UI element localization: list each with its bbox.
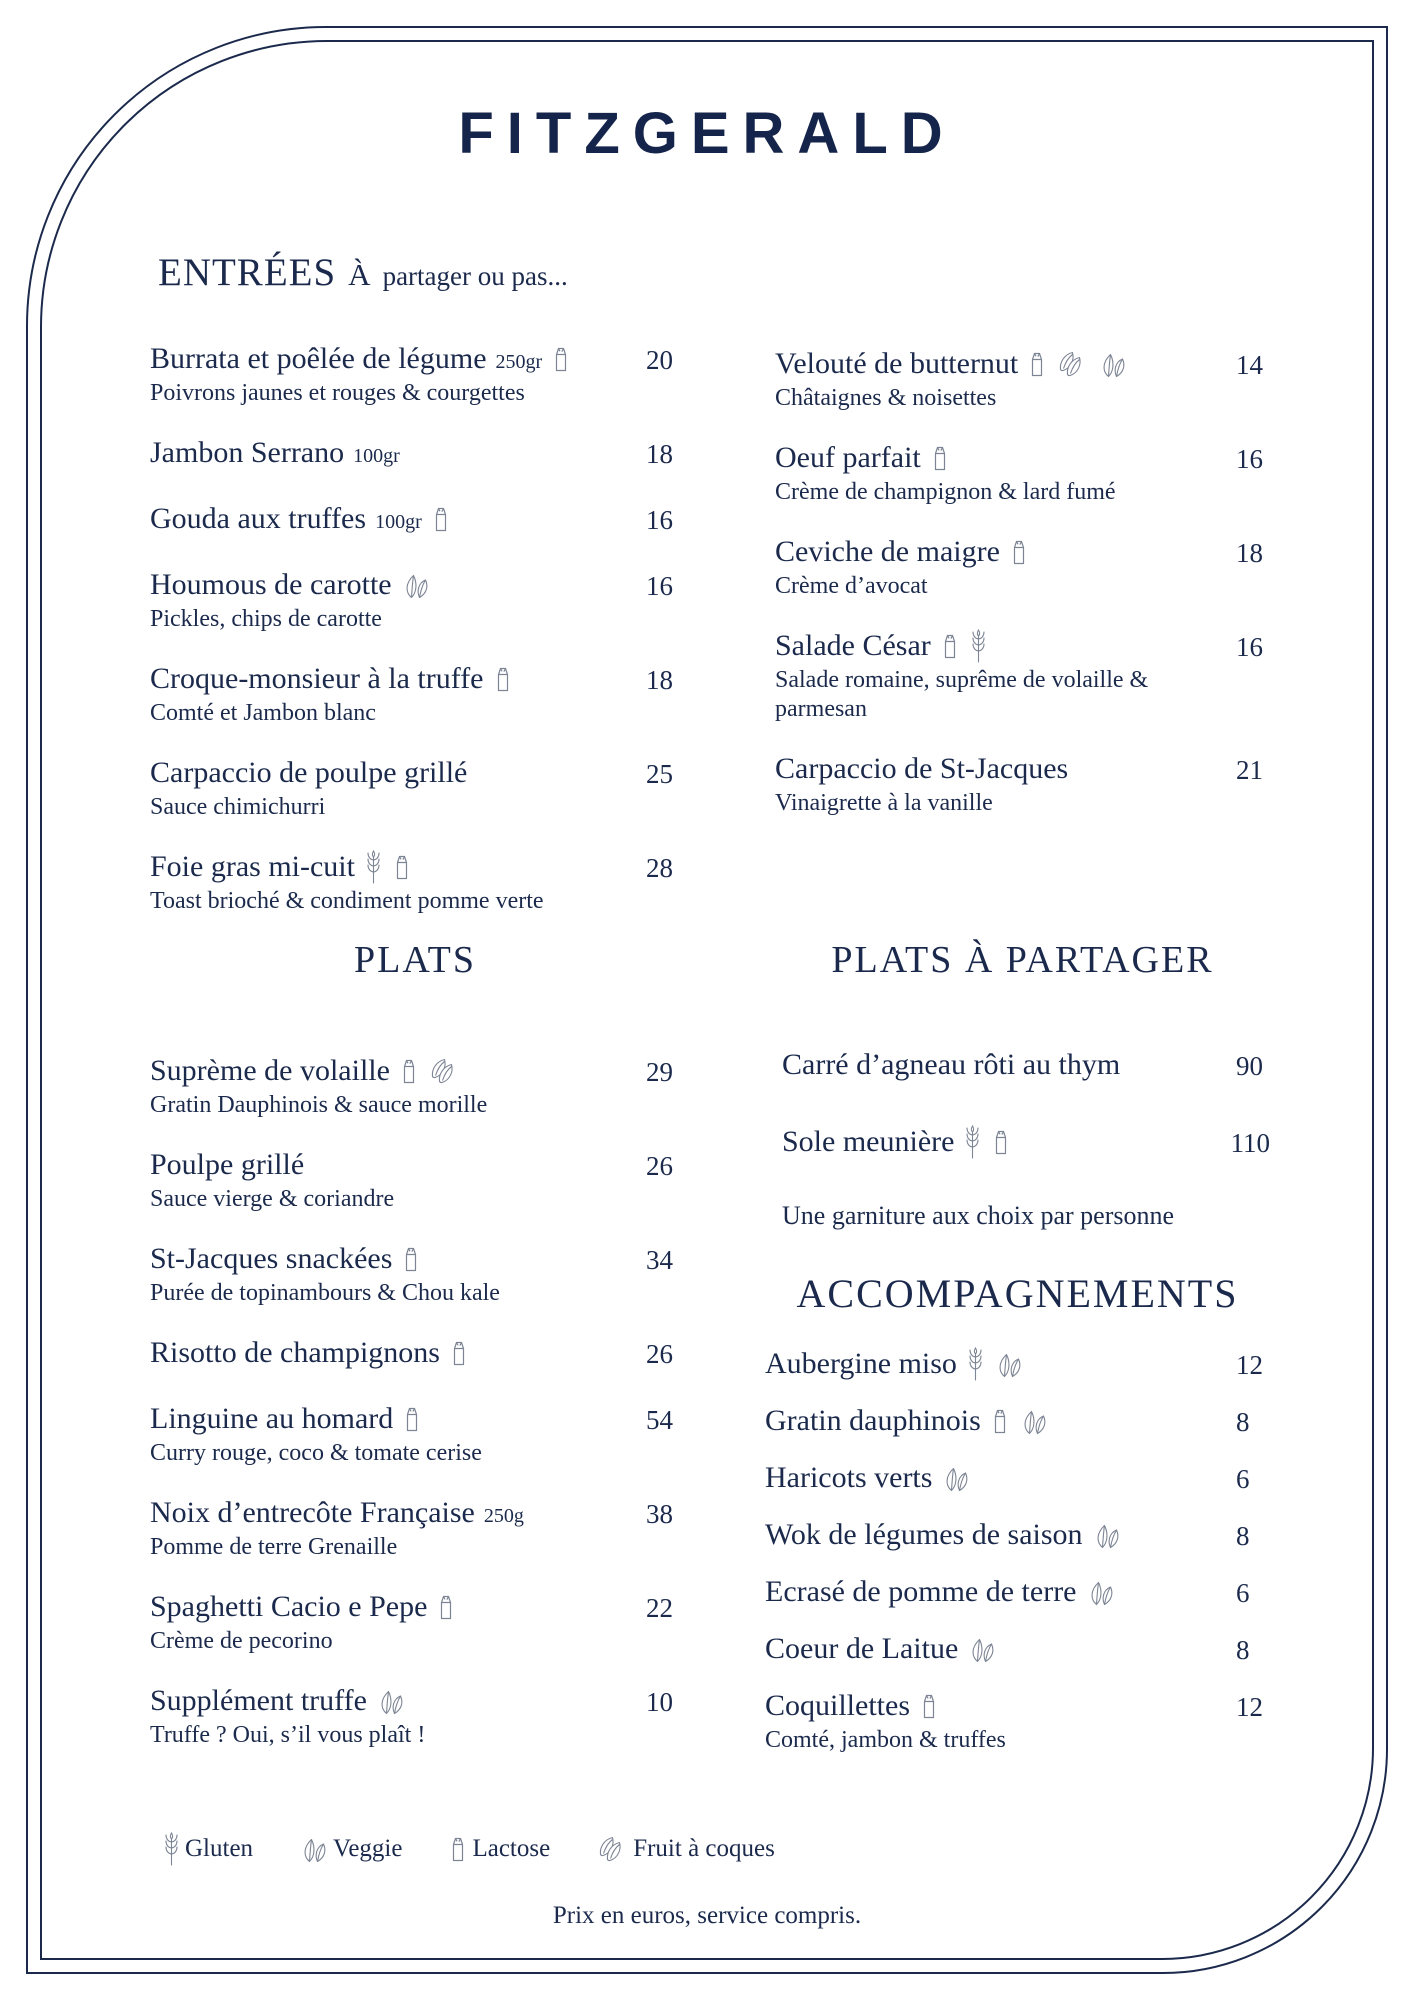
item-price: 10 — [646, 1687, 673, 1717]
item-description: Sauce chimichurri — [150, 794, 326, 820]
item-price: 20 — [646, 345, 673, 375]
menu-item — [775, 627, 1270, 724]
menu-item-line — [150, 1146, 636, 1184]
item-name: Wok de légumes de saison — [765, 1518, 1083, 1551]
allergen-legend — [162, 1832, 775, 1866]
item-price: 16 — [1236, 444, 1263, 474]
item-price: 110 — [1230, 1128, 1270, 1158]
menu-item-line — [150, 1682, 636, 1720]
item-price: 26 — [646, 1339, 673, 1369]
menu-item-line — [765, 1402, 1226, 1440]
menu-item-text — [775, 750, 1226, 818]
menu-item-text — [765, 1459, 1226, 1497]
item-price: 18 — [646, 439, 673, 469]
item-price: 8 — [1236, 1635, 1250, 1665]
menu-item-text — [150, 660, 636, 728]
menu-item-text — [150, 340, 636, 408]
menu-item — [150, 1334, 680, 1374]
item-description: Poivrons jaunes et rouges & courgettes — [150, 380, 525, 406]
menu-item — [782, 1123, 1270, 1163]
menu-item-line — [150, 340, 636, 378]
menu-item-line — [775, 627, 1226, 665]
item-description: Sauce vierge & coriandre — [150, 1186, 395, 1212]
item-name: Gouda aux truffes — [150, 502, 367, 535]
footer-note: Prix en euros, service compris. — [552, 1902, 862, 1929]
menu-item — [765, 1630, 1270, 1670]
menu-item-text — [765, 1630, 1226, 1668]
menu-item-line — [150, 660, 636, 698]
menu-item-line — [150, 434, 636, 472]
entrees-right-column — [775, 345, 1270, 844]
menu-item-text — [150, 1052, 636, 1120]
menu-item-text — [150, 1588, 636, 1656]
menu-item-line — [775, 439, 1226, 477]
menu-item-text — [765, 1402, 1226, 1440]
menu-item-line — [150, 848, 636, 886]
item-name: Spaghetti Cacio e Pepe — [150, 1590, 428, 1623]
item-description: Crème de pecorino — [150, 1628, 333, 1654]
menu-item — [775, 750, 1270, 818]
menu-item-line — [765, 1573, 1226, 1611]
menu-item — [150, 434, 680, 474]
lactose-icon — [392, 852, 412, 882]
item-name: Velouté de butternut — [775, 347, 1019, 380]
veggie-icon — [1092, 1522, 1122, 1549]
item-name: Aubergine miso — [765, 1347, 957, 1380]
item-name: Foie gras mi-cuit — [150, 850, 355, 883]
lactose-icon — [919, 1691, 939, 1721]
menu-item-text — [150, 1146, 636, 1214]
menu-item — [150, 1240, 680, 1308]
veggie-icon — [376, 1688, 406, 1715]
item-quantity: 100gr — [375, 511, 422, 533]
lactose-icon — [436, 1592, 456, 1622]
item-description: Purée de topinambours & Chou kale — [150, 1280, 500, 1306]
item-description: Crème de champignon & lard fumé — [775, 479, 1116, 505]
legend-label: Veggie — [333, 1835, 403, 1862]
menu-item — [150, 1682, 680, 1750]
item-description: Pickles, chips de carotte — [150, 606, 382, 632]
item-price: 21 — [1236, 755, 1263, 785]
item-name: St-Jacques snackées — [150, 1242, 393, 1275]
menu-item-line — [775, 750, 1226, 788]
menu-item — [150, 1146, 680, 1214]
menu-item — [150, 1494, 680, 1562]
menu-item-text — [765, 1687, 1226, 1755]
menu-item-line — [150, 1588, 636, 1626]
menu-item — [765, 1345, 1270, 1385]
item-name: Suprème de volaille — [150, 1054, 390, 1087]
menu-item-line — [150, 1240, 636, 1278]
lactose-icon — [449, 1338, 469, 1368]
legend-entry — [162, 1832, 253, 1866]
menu-item-line — [765, 1459, 1226, 1497]
item-price: 28 — [646, 853, 673, 883]
item-name: Jambon Serrano — [150, 436, 345, 469]
legend-label: Lactose — [472, 1835, 551, 1862]
menu-item — [765, 1516, 1270, 1556]
menu-item — [150, 340, 680, 408]
section-heading-accompagnements: ACCOMPAGNEMENTS — [796, 1271, 1239, 1316]
menu-item-line — [765, 1687, 1226, 1725]
menu-item — [150, 660, 680, 728]
lactose-icon — [551, 344, 571, 374]
entrees-subtitle-prefix: À — [348, 257, 371, 292]
nuts-icon — [596, 1835, 629, 1864]
veggie-icon — [994, 1351, 1024, 1378]
menu-item — [765, 1573, 1270, 1613]
item-price: 8 — [1236, 1521, 1250, 1551]
item-name: Supplément truffe — [150, 1684, 367, 1717]
item-description: Toast brioché & condiment pomme verte — [150, 888, 544, 914]
menu-item — [775, 439, 1270, 507]
nuts-icon — [1056, 350, 1089, 379]
menu-item-text — [775, 627, 1226, 724]
item-description: Comté, jambon & truffes — [765, 1727, 1006, 1753]
lactose-icon — [940, 631, 960, 661]
item-name: Oeuf parfait — [775, 441, 921, 474]
veggie-icon — [401, 572, 431, 599]
item-name: Salade César — [775, 629, 931, 662]
menu-item-line — [782, 1046, 1226, 1084]
restaurant-logo: FITZGERALD — [458, 101, 956, 166]
plats-partager-note: Une garniture aux choix par personne — [782, 1201, 1175, 1230]
menu-item — [782, 1046, 1270, 1086]
item-price: 16 — [646, 505, 673, 535]
gluten-icon — [162, 1832, 181, 1866]
item-name: Croque-monsieur à la truffe — [150, 662, 484, 695]
item-name: Houmous de carotte — [150, 568, 392, 601]
menu-item — [150, 848, 680, 916]
item-quantity: 100gr — [353, 445, 400, 467]
veggie-icon — [1019, 1408, 1049, 1435]
menu-item — [150, 1588, 680, 1656]
item-price: 22 — [646, 1593, 673, 1623]
item-description: Crème d’avocat — [775, 573, 928, 599]
plats-partager-column — [782, 1046, 1270, 1232]
item-description: Vinaigrette à la vanille — [775, 790, 993, 816]
item-price: 18 — [646, 665, 673, 695]
item-name: Ecrasé de pomme de terre — [765, 1575, 1077, 1608]
menu-item-text — [765, 1573, 1226, 1611]
menu-item-text — [765, 1516, 1226, 1554]
menu-item-text — [150, 1682, 636, 1750]
item-name: Sole meunière — [782, 1125, 955, 1158]
plats-column — [150, 1052, 680, 1776]
section-heading-entrees — [158, 250, 568, 295]
item-name: Burrata et poêlée de légume — [150, 342, 487, 375]
lactose-icon — [991, 1127, 1011, 1157]
accompagnements-column — [765, 1345, 1270, 1772]
gluten-icon — [963, 1125, 982, 1159]
menu-item-line — [150, 1052, 636, 1090]
menu-item-text — [150, 1494, 636, 1562]
veggie-icon — [967, 1636, 997, 1663]
item-name: Carpaccio de St-Jacques — [775, 752, 1069, 785]
legend-entry — [448, 1834, 550, 1864]
item-description: Pomme de terre Grenaille — [150, 1534, 398, 1560]
item-price: 14 — [1236, 350, 1263, 380]
item-quantity: 250gr — [495, 351, 543, 373]
item-price: 34 — [646, 1245, 673, 1275]
menu-item — [765, 1459, 1270, 1499]
menu-item — [775, 345, 1270, 413]
item-name: Risotto de champignons — [150, 1336, 440, 1369]
item-price: 16 — [646, 571, 673, 601]
menu-item-line — [765, 1516, 1226, 1554]
item-price: 54 — [646, 1405, 673, 1435]
menu-item-line — [782, 1123, 1221, 1161]
item-name: Carré d’agneau rôti au thym — [782, 1048, 1121, 1081]
item-description: Comté et Jambon blanc — [150, 700, 376, 726]
menu-item-text — [782, 1123, 1221, 1161]
item-price: 26 — [646, 1151, 673, 1181]
item-description: Gratin Dauphinois & sauce morille — [150, 1092, 488, 1118]
lactose-icon — [930, 443, 950, 473]
menu-item — [775, 533, 1270, 601]
entrees-title: ENTRÉES — [158, 251, 337, 294]
item-name: Coeur de Laitue — [765, 1632, 959, 1665]
lactose-icon — [1009, 537, 1029, 567]
section-heading-plats-partager: PLATS À PARTAGER — [831, 939, 1214, 981]
menu-item — [765, 1402, 1270, 1442]
item-name: Coquillettes — [765, 1689, 910, 1722]
item-description: Salade romaine, suprême de volaille & parmesan — [775, 667, 1149, 722]
menu-item-line — [150, 500, 636, 538]
veggie-icon — [941, 1465, 971, 1492]
gluten-icon — [969, 629, 988, 663]
gluten-icon — [364, 850, 383, 884]
item-price: 16 — [1236, 632, 1263, 662]
menu-item-line — [765, 1345, 1226, 1383]
gluten-icon — [966, 1347, 985, 1381]
item-name: Gratin dauphinois — [765, 1404, 981, 1437]
lactose-icon — [399, 1056, 419, 1086]
menu-item-line — [150, 1334, 636, 1372]
item-name: Poulpe grillé — [150, 1148, 305, 1181]
lactose-icon — [402, 1404, 422, 1434]
menu-item-text — [150, 1334, 636, 1372]
menu-item-text — [150, 754, 636, 822]
menu-item-line — [150, 566, 636, 604]
entrees-left-column — [150, 340, 680, 942]
menu-item — [150, 566, 680, 634]
menu-item-line — [150, 754, 636, 792]
lactose-icon — [990, 1406, 1010, 1436]
lactose-icon — [493, 664, 513, 694]
menu-item-text — [150, 848, 636, 916]
section-heading-plats: PLATS — [354, 939, 476, 981]
menu-item-text — [150, 566, 636, 634]
menu-item-text — [150, 1400, 636, 1468]
menu-item-line — [775, 345, 1226, 383]
veggie-icon — [299, 1836, 329, 1863]
item-description: Curry rouge, coco & tomate cerise — [150, 1440, 482, 1466]
nuts-icon — [428, 1057, 461, 1086]
item-description: Truffe ? Oui, s’il vous plaît ! — [150, 1722, 426, 1748]
item-name: Carpaccio de poulpe grillé — [150, 756, 468, 789]
menu-item-line — [150, 1494, 636, 1532]
lactose-icon — [448, 1834, 468, 1864]
menu-item-text — [775, 533, 1226, 601]
menu-item — [150, 500, 680, 540]
item-price: 90 — [1236, 1051, 1263, 1081]
item-price: 6 — [1236, 1464, 1250, 1494]
item-price: 8 — [1236, 1407, 1250, 1437]
menu-item-line — [765, 1630, 1226, 1668]
item-price: 12 — [1236, 1350, 1263, 1380]
item-name: Linguine au homard — [150, 1402, 394, 1435]
menu-item-text — [150, 434, 636, 472]
menu-item-text — [782, 1046, 1226, 1084]
item-name: Haricots verts — [765, 1461, 933, 1494]
item-price: 25 — [646, 759, 673, 789]
menu-item-text — [775, 345, 1226, 413]
menu-item-text — [765, 1345, 1226, 1383]
menu-item — [765, 1687, 1270, 1755]
legend-entry — [596, 1835, 775, 1864]
item-name: Noix d’entrecôte Française — [150, 1496, 475, 1529]
item-price: 29 — [646, 1057, 673, 1087]
item-name: Ceviche de maigre — [775, 535, 1000, 568]
legend-entry — [299, 1835, 402, 1863]
menu-item — [150, 754, 680, 822]
legend-label: Fruit à coques — [633, 1835, 775, 1862]
item-quantity: 250g — [483, 1505, 524, 1527]
legend-label: Gluten — [185, 1835, 254, 1862]
menu-item-text — [150, 1240, 636, 1308]
menu-item-line — [150, 1400, 636, 1438]
item-price: 6 — [1236, 1578, 1250, 1608]
entrees-subtitle: partager ou pas... — [382, 261, 568, 291]
item-description: Châtaignes & noisettes — [775, 385, 997, 411]
menu-item — [150, 1400, 680, 1468]
item-price: 18 — [1236, 538, 1263, 568]
menu-item-text — [775, 439, 1226, 507]
plats-partager-items — [782, 1046, 1270, 1163]
menu-item-line — [775, 533, 1226, 571]
veggie-icon — [1098, 351, 1128, 378]
item-price: 12 — [1236, 1692, 1263, 1722]
menu-item — [150, 1052, 680, 1120]
menu-item-text — [150, 500, 636, 538]
lactose-icon — [401, 1244, 421, 1274]
lactose-icon — [431, 504, 451, 534]
item-price: 38 — [646, 1499, 673, 1529]
lactose-icon — [1027, 349, 1047, 379]
veggie-icon — [1086, 1579, 1116, 1606]
